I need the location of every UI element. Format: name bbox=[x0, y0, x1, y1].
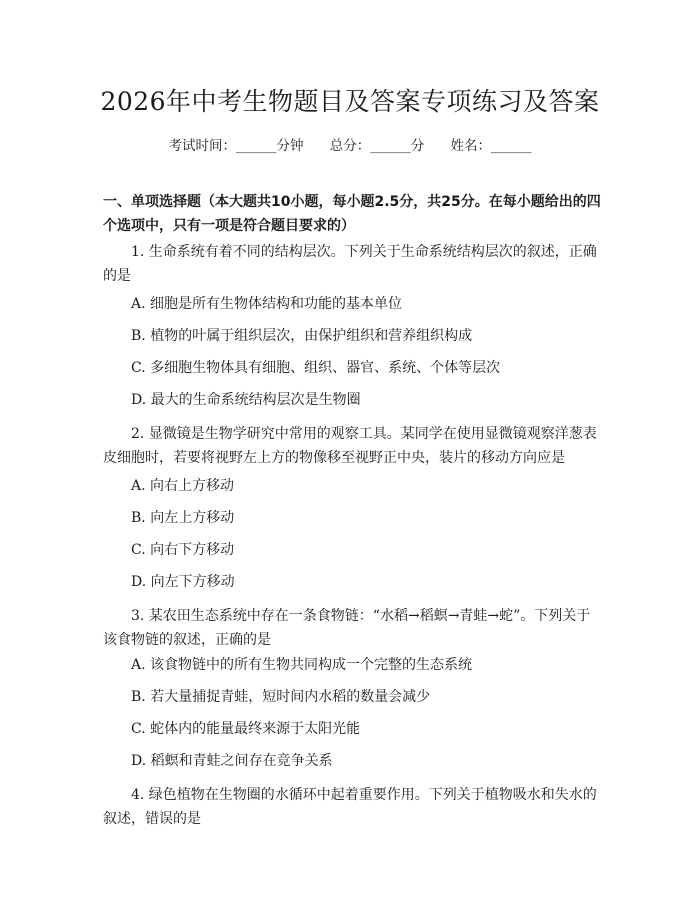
question-2-option-d: D. 向左下方移动 bbox=[131, 574, 235, 590]
section-header: 一、单项选择题（本大题共10小题，每小题2.5分，共25分。在每小题给出的四个选项中，只有一项是符合题目要求的） bbox=[103, 194, 601, 234]
question-stem: 4. 绿色植物在生物圈的水循环中起着重要作用。下列关于植物吸水和失水的叙述，错误的是 bbox=[103, 787, 597, 827]
question-2 bbox=[103, 422, 603, 470]
question-2-option-a: A. 向右上方移动 bbox=[131, 478, 235, 494]
question-stem: 2. 显微镜是生物学研究中常用的观察工具。某同学在使用显微镜观察洋葱表皮细胞时，若要将视野左上方的物像移至视野正中央，装片的移动方向应是 bbox=[103, 426, 597, 466]
question-3-option-c: C. 蛇体内的能量最终来源于太阳光能 bbox=[131, 721, 361, 737]
question-3-option-b: B. 若大量捕捉青蛙，短时间内水稻的数量会减少 bbox=[131, 689, 431, 705]
question-1-option-c: C. 多细胞生物体具有细胞、组织、器官、系统、个体等层次 bbox=[131, 360, 501, 376]
question-4 bbox=[103, 783, 603, 831]
question-1-option-a: A. 细胞是所有生物体结构和功能的基本单位 bbox=[131, 296, 403, 312]
question-1-option-d: D. 最大的生命系统结构层次是生物圈 bbox=[131, 392, 361, 408]
question-stem: 3. 某农田生态系统中存在一条食物链：“水稻→稻螟→青蛙→蛇”。下列关于该食物链的叙述，正确的是 bbox=[103, 608, 591, 648]
student-name: 姓名：______ bbox=[450, 138, 532, 154]
page-title: 2026年中考生物题目及答案专项练习及答案 bbox=[100, 87, 600, 116]
question-1-option-b: B. 植物的叶属于组织层次，由保护组织和营养组织构成 bbox=[131, 328, 473, 344]
question-3-option-d: D. 稻螟和青蛙之间存在竞争关系 bbox=[131, 753, 333, 769]
question-3-option-a: A. 该食物链中的所有生物共同构成一个完整的生态系统 bbox=[131, 657, 473, 673]
question-2-option-c: C. 向右下方移动 bbox=[131, 542, 235, 558]
exam-time: 考试时间：______分钟 bbox=[168, 138, 304, 154]
question-3 bbox=[103, 604, 603, 652]
exam-score: 总分：______分 bbox=[329, 138, 425, 154]
exam-info bbox=[0, 134, 700, 154]
question-1 bbox=[103, 240, 603, 288]
question-stem: 1. 生命系统有着不同的结构层次。下列关于生命系统结构层次的叙述，正确的是 bbox=[103, 244, 597, 284]
question-2-option-b: B. 向左上方移动 bbox=[131, 510, 235, 526]
